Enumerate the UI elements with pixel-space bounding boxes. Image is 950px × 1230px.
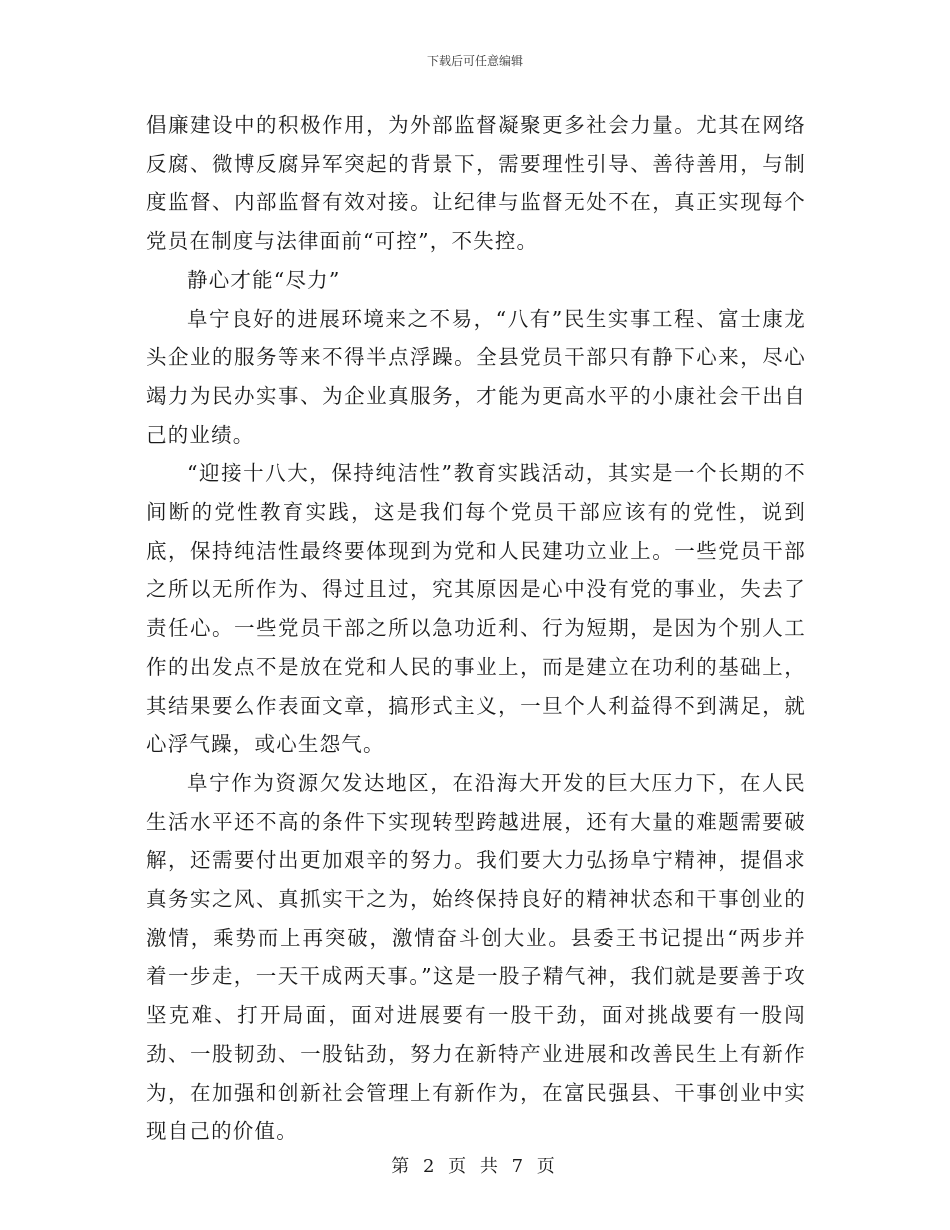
paragraph: 阜宁良好的进展环境来之不易，“八有”民生实事工程、富士康龙头企业的服务等来不得半点浮躁。全县党员干部只有静下心来，尽心竭力为民办实事、为企业真服务，才能为更高水平的小康社会干出自己的业绩。 [146, 306, 806, 447]
page-footer: 第 2 页 共 7 页 [391, 1156, 559, 1177]
document-body [146, 106, 806, 1151]
paragraph-continuation: 倡廉建设中的积极作用，为外部监督凝聚更多社会力量。尤其在网络反腐、微博反腐异军突起的背景下，需要理性引导、善待善用，与制度监督、内部监督有效对接。让纪律与监督无处不在，真正实现每个党员在制度与法律面前“可控”，不失控。 [146, 113, 806, 254]
section-subheading: 静心才能“尽力” [187, 267, 341, 292]
paragraph: 阜宁作为资源欠发达地区，在沿海大开发的巨大压力下，在人民生活水平还不高的条件下实现转型跨越进展，还有大量的难题需要破解，还需要付出更加艰辛的努力。我们要大力弘扬阜宁精神，提倡求真务实之风、真抓实干之为，始终保持良好的精神状态和干事创业的激情，乘势而上再突破，激情奋斗创大业。县委王书记提出“两步并着一步走，一天干成两天事。”这是一股子精气神，我们就是要善于攻坚克难、打开局面，面对进展要有一股干劲，面对挑战要有一股闯劲、一股韧劲、一股钻劲，努力在新特产业进展和改善民生上有新作为，在加强和创新社会管理上有新作为，在富民强县、干事创业中实现自己的价值。 [146, 770, 806, 1144]
page-header: 下载后可任意编辑 [426, 54, 523, 68]
paragraph: “迎接十八大，保持纯洁性”教育实践活动，其实是一个长期的不间断的党性教育实践，这是我们每个党员干部应该有的党性，说到底，保持纯洁性最终要体现到为党和人民建功立业上。一些党员干部之所以无所作为、得过且过，究其原因是心中没有党的事业，失去了责任心。一些党员干部之所以急功近利、行为短期，是因为个别人工作的出发点不是放在党和人民的事业上，而是建立在功利的基础上，其结果要么作表面文章，搞形式主义，一旦个人利益得不到满足，就心浮气躁，或心生怨气。 [146, 461, 806, 757]
